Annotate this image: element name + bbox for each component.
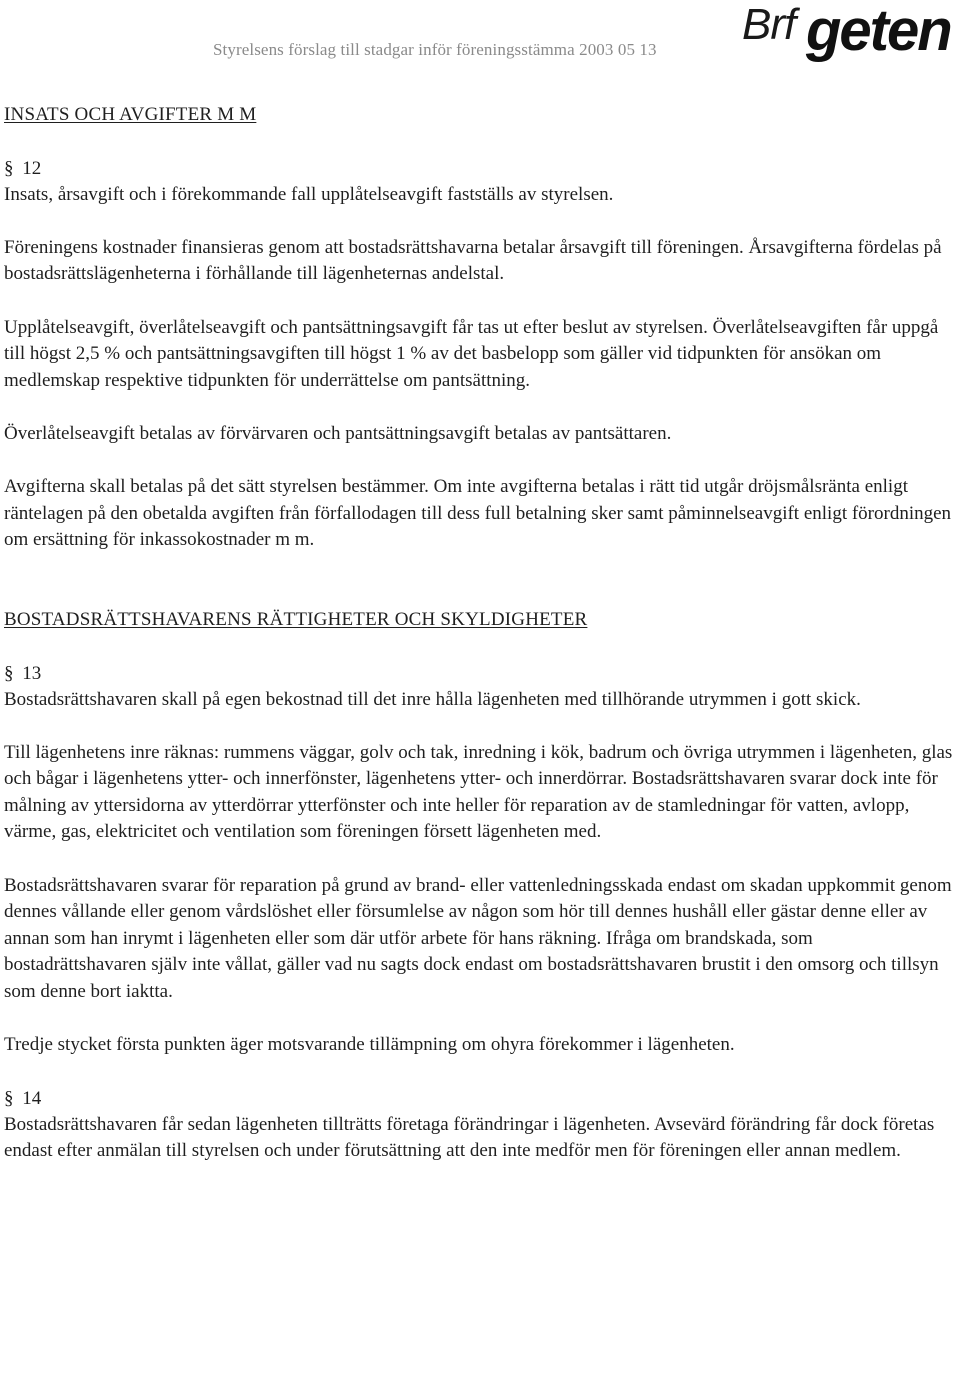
paragraph-number-12	[4, 156, 954, 182]
section-rattigheter-och-skyldigheter	[4, 607, 954, 1165]
paragraph-text: Upplåtelseavgift, överlåtelseavgift och pantsättningsavgift får tas ut efter beslut av styrelsen. Överlåtelseavgiften får uppgå till högst 2,5 % och pantsättningsavgiften till högst 1 % av det basbelopp som gäller vid tidpunkten för ansökan om medlemskap respektive tidpunkten för underrättelse om pantsättning.	[4, 316, 939, 391]
section-symbol: §	[4, 662, 14, 684]
paragraph-number: 14	[22, 1087, 42, 1109]
paragraph-text: Avgifterna skall betalas på det sätt styrelsen bestämmer. Om inte avgifterna betalas i rätt tid utgår dröjsmålsränta enligt räntelagen på den obetalda avgiften från förfallodagen till dess full betalning sker samt påminnelseavgift enligt förordningen om ersättning för inkassokostnader m m.	[4, 476, 952, 551]
section-title: INSATS OCH AVGIFTER M M	[4, 104, 257, 125]
paragraph-number: 13	[22, 662, 42, 684]
paragraph-number-13	[4, 661, 954, 687]
logo-prefix: Brf	[742, 0, 796, 49]
paragraph-number: 12	[22, 157, 42, 179]
paragraph-text: Föreningens kostnader finansieras genom att bostadsrättshavarna betalar årsavgift till föreningen. Årsavgifterna fördelas på bostadsrättslägenheterna i förhållande till lägenheternas andelstal.	[4, 236, 942, 285]
paragraph-text: Bostadsrättshavaren skall på egen bekostnad till det inre hålla lägenheten med tillhörande utrymmen i gott skick.	[4, 688, 861, 710]
paragraph-text: Insats, årsavgift och i förekommande fall upplåtelseavgift fastställs av styrelsen.	[4, 183, 614, 205]
section-title: BOSTADSRÄTTSHAVARENS RÄTTIGHETER OCH SKYLDIGHETER	[4, 608, 588, 630]
document-body	[4, 102, 954, 1165]
section-symbol: §	[4, 157, 14, 179]
paragraph-text: Till lägenhetens inre räknas: rummens väggar, golv och tak, inredning i kök, badrum och övriga utrymmen i lägenheten, glas och bågar i lägenhetens ytter- och innerfönster, lägenhetens ytter- och innerdörrar. Bostadsrättshavaren svarar dock inte för målning av yttersidorna av ytterdörrar ytterfönster och inte heller för reparation av de stamledningar för vatten, avlopp, värme, gas, elektricitet och ventilation som föreningen försett lägenheten med.	[4, 741, 953, 843]
paragraph-text: Tredje stycket första punkten äger motsvarande tillämpning om ohyra förekommer i lägenheten.	[4, 1034, 735, 1056]
document-header: Styrelsens förslag till stadgar inför föreningsstämma 2003 05 13	[213, 40, 657, 59]
paragraph-text: Bostadsrättshavaren svarar för reparation på grund av brand- eller vattenledningsskada endast om skadan uppkommit genom dennes vållande eller genom vårdslöshet eller försumlelse av någon som hör till dennes hushåll eller gästar denne eller av annan som han inrymt i lägenheten eller som där utför arbete för hans räkning. Ifråga om brandskada, som bostadrättshavaren själv inte vållat, gäller vad nu sagts dock endast om bostadsrättshavaren brustit i den omsorg och tillsyn som denne bort iaktta.	[4, 874, 952, 1003]
logo-name: geten	[806, 0, 951, 63]
paragraph-number-14	[4, 1086, 954, 1112]
section-symbol: §	[4, 1087, 14, 1109]
brf-geten-logo	[742, 0, 960, 72]
paragraph-text: Överlåtelseavgift betalas av förvärvaren och pantsättningsavgift betalas av pantsättaren.	[4, 422, 672, 444]
paragraph-text: Bostadsrättshavaren får sedan lägenheten tillträtts företaga förändringar i lägenheten. Avsevärd förändring får dock företas endast efter anmälan till styrelsen och under förutsättning att den inte medför men för föreningen eller annan medlem.	[4, 1113, 935, 1162]
section-insats-och-avgifter	[4, 102, 954, 554]
